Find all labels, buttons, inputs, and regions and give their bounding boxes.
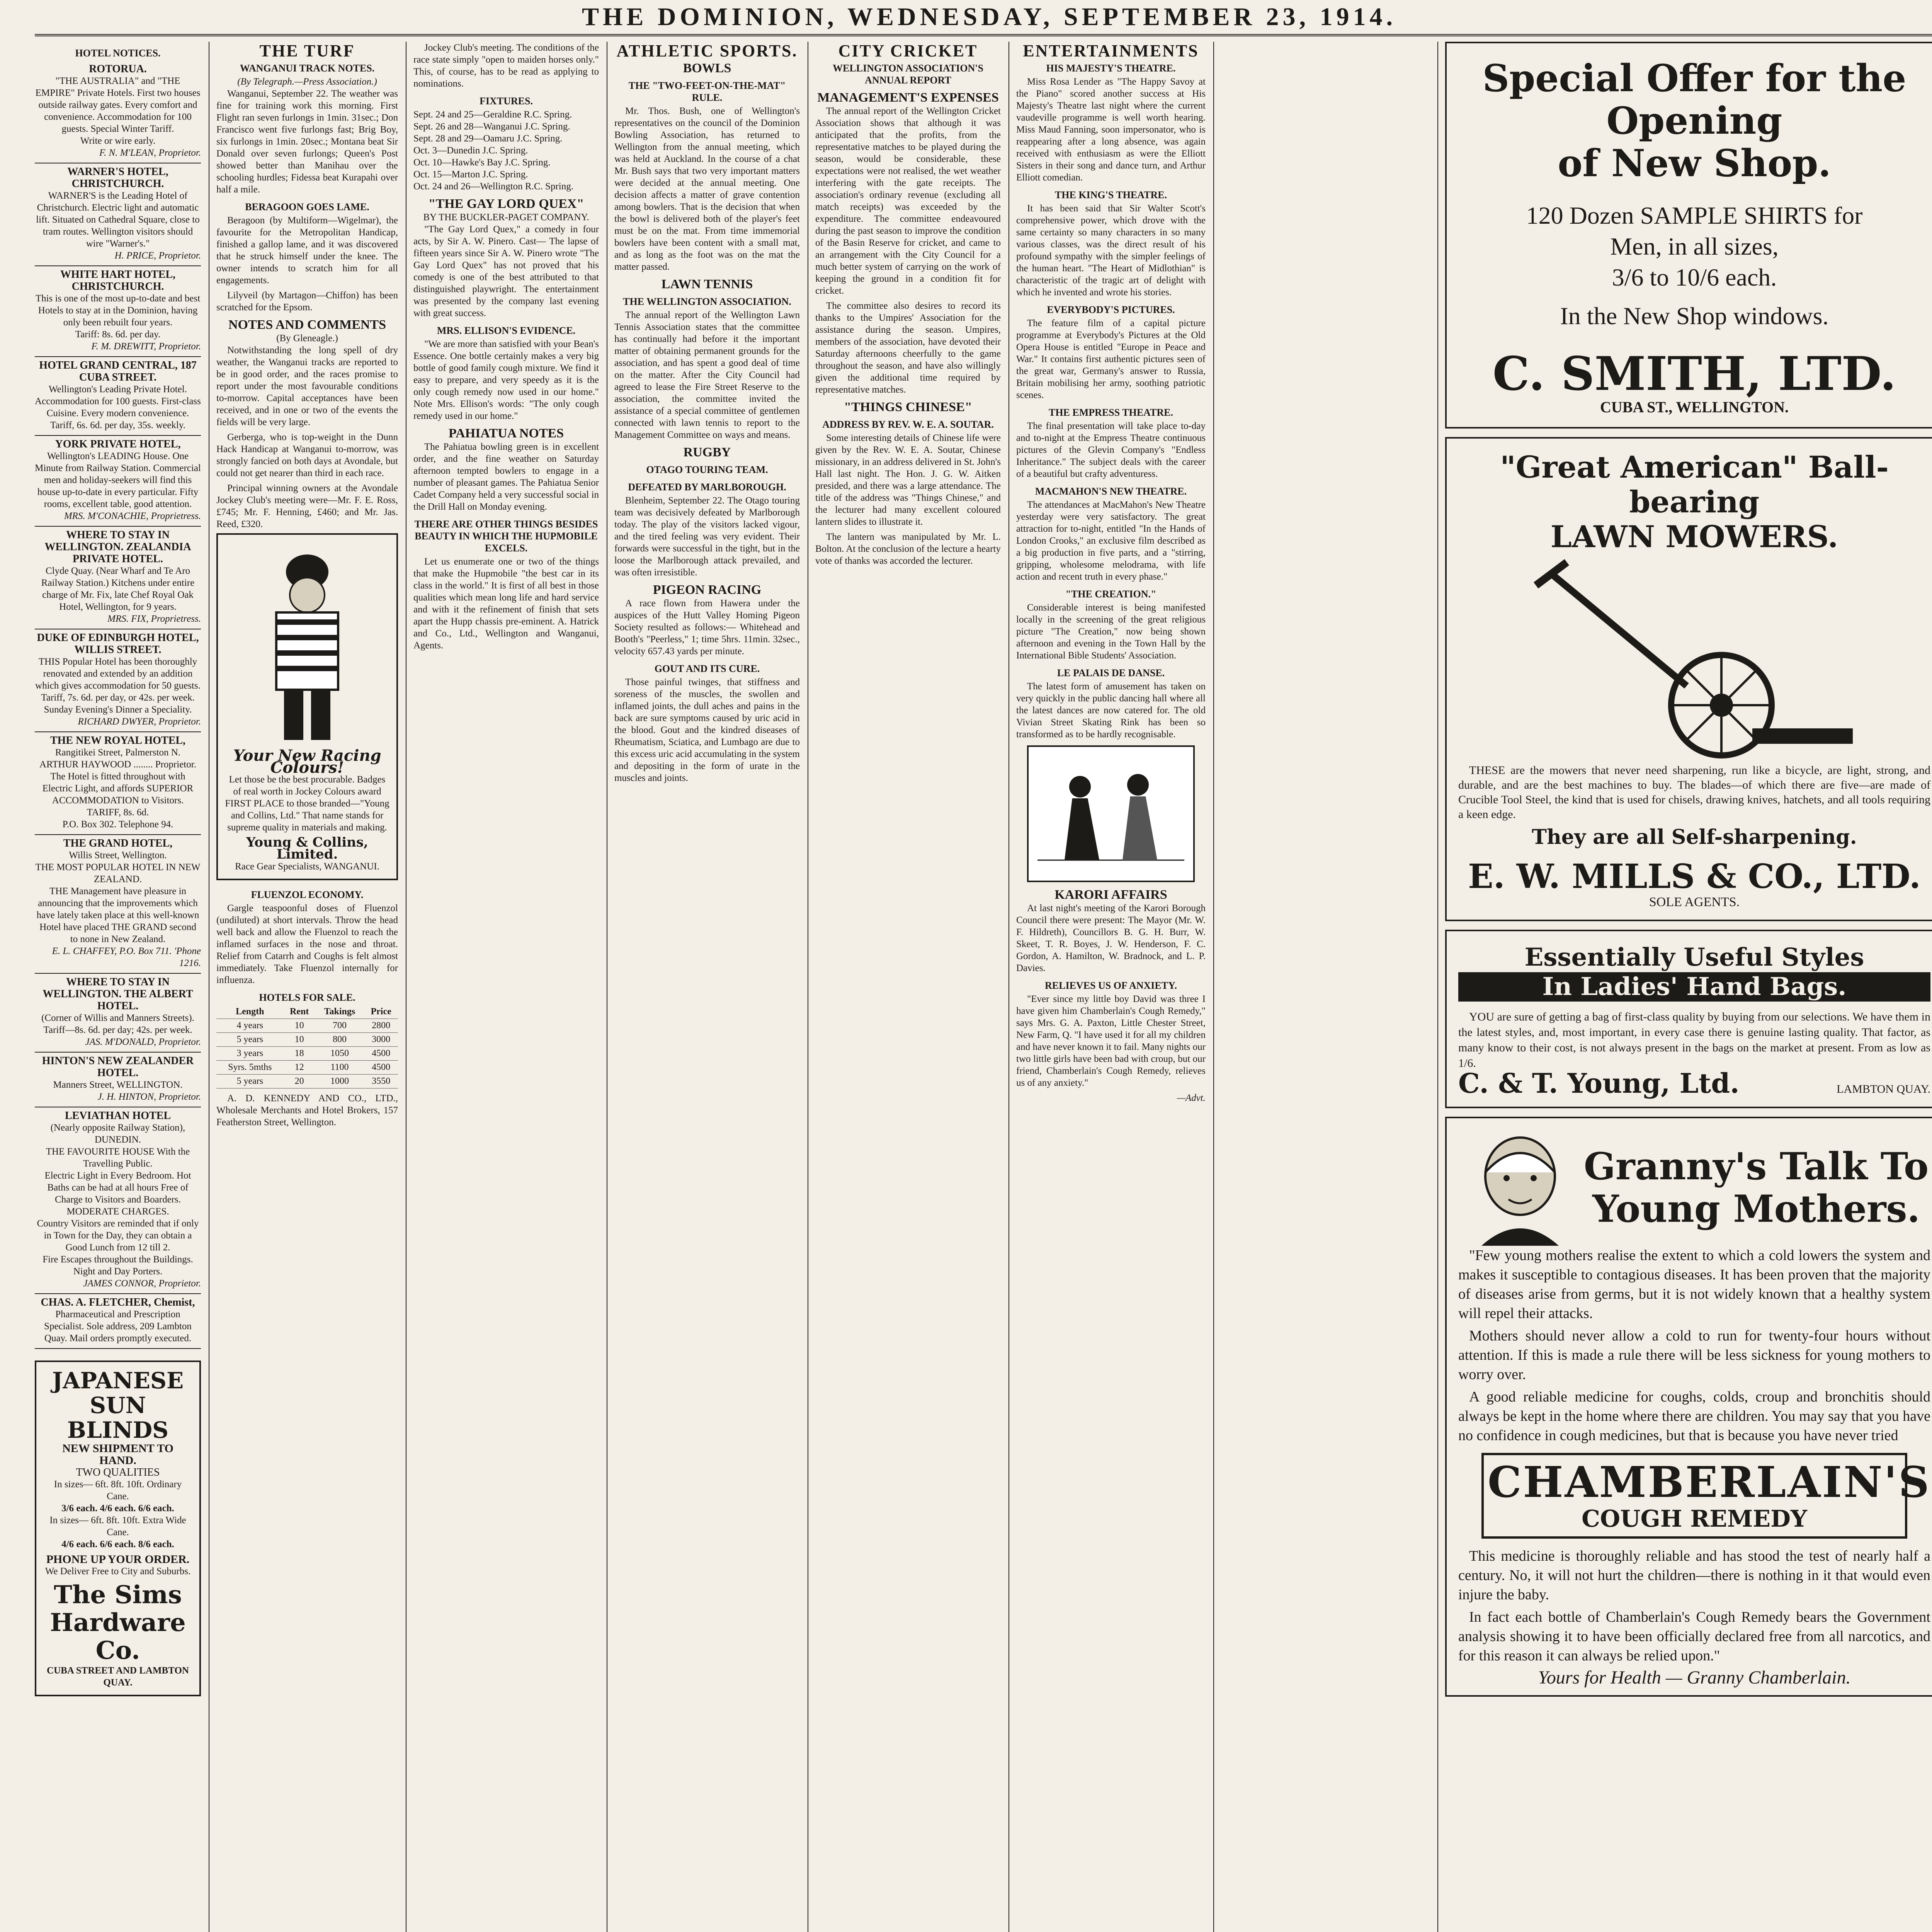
hotel-notice-line: Wellington's Leading Private Hotel. Accommodation for 100 guests. First-class Cuisine. Every modern convenience. Tariff, 6s. 6d. per day, 35s. weekly. — [35, 384, 201, 430]
hotel-notice-line: Willis Street, Wellington. — [69, 850, 167, 861]
hotel-notice-line: THE FAVOURITE HOUSE With the Travelling Public. — [46, 1146, 190, 1169]
ad-body: A good reliable medicine for coughs, colds, croup and bronchitis should always be kept in the home where there are children. You may say that you have no confidence in cough medicines, but that is because you have never tried — [1458, 1389, 1930, 1444]
ad-title: "Great American" Ball-bearing — [1500, 450, 1889, 520]
table-row — [216, 1075, 398, 1088]
ad-title: of New Shop. — [1558, 141, 1831, 185]
sunblinds-ad — [35, 1361, 201, 1696]
table-cell: 2800 — [364, 1019, 398, 1033]
table-cell: Price — [364, 1005, 398, 1019]
logo-text: CHAMBERLAIN'S — [1488, 1457, 1931, 1507]
article-paragraph: The feature film of a capital picture programme at Everybody's Pictures at the Old Opera House is entitled "Europe in Peace and War." It contains first authentic pictures seen of the great war, Germany's answer to Russia, Britain mobilising her army, soothing patriotic scenes. — [1016, 318, 1206, 400]
hotel-notice-line: Tariff: 8s. 6d. per day. — [75, 329, 161, 340]
hotel-notice-line: Manners Street, WELLINGTON. — [53, 1080, 183, 1090]
hotel-proprietor: J. H. HINTON, Proprietor. — [97, 1092, 201, 1102]
dancing-illustration — [1026, 744, 1196, 883]
article-paragraph: Beragoon (by Multiform—Wigelmar), the favourite for the Metropolitan Handicap, finished a gallop lame, and it was discovered that he struck himself under the knee. The owner intends to scratch him for all engagements. — [216, 215, 398, 286]
hotel-name: WHERE TO STAY IN WELLINGTON. ZEALANDIA PRIVATE HOTEL. — [44, 529, 191, 565]
hotel-notice-line: Tariff, 7s. 6d. per day, or 42s. per week. — [41, 692, 195, 703]
table-row — [216, 1061, 398, 1075]
byline: (By Telegraph.—Press Association.) — [237, 77, 377, 87]
logo-text: COUGH REMEDY — [1582, 1505, 1807, 1532]
hotel-name: HINTON'S NEW ZEALANDER HOTEL. — [42, 1055, 194, 1079]
subheading: FLUENZOL ECONOMY. — [251, 889, 364, 900]
ad-body: THESE are the mowers that never need sharpening, run like a bicycle, are light, strong, and durable, and are the best machines to buy. The blades—of which there are five—are made of Crucible Tool Steel, the kind that is used for chisels, drawing knives, hatchets, and all tools requiring a keen edge. — [1458, 764, 1930, 821]
hotel-proprietor: F. N. M'LEAN, Proprietor. — [99, 148, 201, 158]
subheading: ADDRESS BY REV. W. E. A. SOUTAR. — [822, 419, 994, 430]
article-paragraph: The latest form of amusement has taken on very quickly in the public dancing hall where all the latest dances are now catered for. The old Vivian Street Skating Rink has been so transformed as to be hardly recognisable. — [1016, 681, 1206, 740]
ad-company: C. SMITH, LTD. — [1492, 347, 1896, 401]
ad-body: This medicine is thoroughly reliable and has stood the test of nearly half a century. No, it will not hurt the children—there is nothing in it that would even injure the baby. — [1458, 1548, 1930, 1603]
subheading: PIGEON RACING — [653, 583, 762, 597]
column-athletic-sports — [614, 42, 800, 1932]
article-paragraph: At last night's meeting of the Karori Borough Council there were present: The Mayor (Mr. W. F. Hildreth), Councillors B. G. H. Burr, W. Skeet, T. R. Boyes, J. W. Henderson, F. C. Gordon, A. Hamilton, W. Bradnock, and L. P. Davies. — [1016, 903, 1206, 973]
article-paragraph: "We are more than satisfied with your Bean's Essence. One bottle certainly makes a very big bottle of good family cough mixture. We find it easy to prepare, and very speedy as it is the only cough remedy now used in our home." Note Mrs. Ellison's words: "The only cough remedy used in our home." — [413, 339, 599, 421]
ad-title: Special Offer for the Opening — [1482, 56, 1906, 143]
chamberlain-logo — [1481, 1453, 1931, 1539]
ad-line: In sizes— 6ft. 8ft. 10ft. Extra Wide Cane. — [49, 1515, 186, 1537]
hotel-notice-line: This is one of the most up-to-date and best Hotels to stay at in the Dominion, having only been rebuilt four years. — [35, 293, 201, 328]
table-cell: 10 — [284, 1033, 315, 1047]
column-rule — [1213, 42, 1214, 1932]
subheading: BERAGOON GOES LAME. — [245, 201, 369, 213]
hotel-notice — [35, 732, 201, 835]
section-heading: ENTERTAINMENTS — [1023, 42, 1199, 60]
article-paragraph: The annual report of the Wellington Lawn Tennis Association states that the committee has continually had before it the important matter of obtaining permanent grounds for the association, and has spent a good deal of time on the matter. After the City Council had agreed to lease the Fire Street Reserve to the association, the committee invited the assistance of a special committee of gentlemen connected with lawn tennis to report to the Management Committee on ways and means. — [614, 310, 800, 440]
article-paragraph: "Ever since my little boy David was three I have given him Chamberlain's Cough Remedy," says Mrs. G. A. Paxton, Little Chester Street, New Farm, Q. "I have used it for all my children and have never known it to fail. Many nights our two little girls have been bad with croup, but our friend, Chamberlain's Cough Remedy, relieves us of any anxiety." — [1016, 994, 1206, 1088]
table-cell: 4 years — [216, 1019, 284, 1033]
hotel-notice — [35, 835, 201, 974]
table-cell: 10 — [284, 1019, 315, 1033]
hotel-notice — [35, 436, 201, 527]
ad-address: Race Gear Specialists, WANGANUI. — [235, 861, 379, 872]
article-paragraph: Let us enumerate one or two of the things that make the Hupmobile "the best car in its class in the world." It is first of all best in those qualities which mean long life and hard service and with it the refinement of finish that sets apart the Hupp chassis pre-eminent. A. Hatrick and Co., Ltd., Wellington and Wanganui, Agents. — [413, 556, 599, 651]
hotel-name: LEVIATHAN HOTEL — [65, 1110, 171, 1122]
ad-subtitle: NEW SHIPMENT TO HAND. — [62, 1442, 173, 1467]
ad-address: CUBA ST., WELLINGTON. — [1600, 398, 1789, 416]
hotel-proprietor: H. PRICE, Proprietor. — [114, 250, 201, 261]
table-row — [216, 1047, 398, 1061]
hotel-notice — [35, 357, 201, 436]
hotel-notice — [35, 1107, 201, 1294]
ad-title: Essentially Useful Styles — [1524, 943, 1864, 972]
hotel-proprietor: JAS. M'DONALD, Proprietor. — [85, 1037, 201, 1047]
table-cell: 5 years — [216, 1033, 284, 1047]
hand-bags-ad — [1445, 930, 1932, 1108]
hotel-name: THE NEW ROYAL HOTEL, — [50, 735, 186, 747]
hotel-notice-line: Rangitikei Street, Palmerston N. — [55, 747, 181, 758]
article-paragraph: The attendances at MacMahon's New Theatre yesterday were very satisfactory. The great attraction for to-night, entitled "In the Hands of London Crooks," an exclusive film described as a big production in five parts, and a "stirring, gripping, wholesome melodrama, with life action and recent truth in every phase." — [1016, 500, 1206, 582]
fixture-item: Sept. 24 and 25—Geraldine R.C. Spring. — [413, 109, 572, 120]
fixture-item: Oct. 10—Hawke's Bay J.C. Spring. — [413, 157, 551, 168]
article-paragraph: A. D. KENNEDY AND CO., LTD., Wholesale Merchants and Hotel Brokers, 157 Featherston Street, Wellington. — [216, 1093, 398, 1128]
article-paragraph: The lantern was manipulated by Mr. L. Bolton. At the conclusion of the lecture a hearty vote of thanks was accorded the lecturer. — [815, 532, 1001, 566]
subheading: LE PALAIS DE DANSE. — [1057, 667, 1165, 679]
hotel-notice-list — [35, 61, 201, 1349]
ad-line: 3/6 to 10/6 each. — [1612, 264, 1777, 291]
ad-address: CUBA STREET AND LAMBTON QUAY. — [47, 1665, 189, 1688]
table-cell: Takings — [315, 1005, 364, 1019]
subheading: BOWLS — [683, 61, 731, 75]
section-heading: ATHLETIC SPORTS. — [616, 42, 798, 60]
subheading: RUGBY — [683, 445, 731, 459]
hotel-proprietor: RICHARD DWYER, Proprietor. — [78, 716, 201, 727]
table-cell: 1050 — [315, 1047, 364, 1061]
table-cell: 800 — [315, 1033, 364, 1047]
advt-mark: —Advt. — [1177, 1093, 1206, 1103]
subheading: "THINGS CHINESE" — [844, 400, 972, 414]
article-paragraph: Blenheim, September 22. The Otago touring team was decisively defeated by Marlborough today. The play of the visitors lacked vigour, and the tired feeling was very evident. Their forwards were successful in the tight, but in the loose the Marlborough attack prevailed, and was often irresistible. — [614, 495, 800, 578]
ad-address: SOLE AGENTS. — [1649, 895, 1740, 909]
table-row — [216, 1019, 398, 1033]
hotel-name: YORK PRIVATE HOTEL, — [55, 438, 181, 450]
article-paragraph: Notwithstanding the long spell of dry weather, the Wanganui tracks are reported to be in good order, and the races promise to report under the most favourable conditions to-morrow. Capital acceptances have been received, and in one or two of the events the fields will be very large. — [216, 345, 398, 427]
ad-line: 4/6 each. 6/6 each. 8/6 each. — [61, 1539, 174, 1549]
subheading: MACMAHON'S NEW THEATRE. — [1035, 486, 1187, 497]
fixture-item: Sept. 26 and 28—Wanganui J.C. Spring. — [413, 121, 570, 132]
column-turf — [216, 42, 398, 1932]
subheading: RELIEVES US OF ANXIETY. — [1045, 980, 1177, 991]
page-number — [1920, 5, 1932, 29]
fixture-item: Oct. 15—Marton J.C. Spring. — [413, 169, 528, 180]
hotel-notice-line: MODERATE CHARGES. — [66, 1206, 169, 1217]
hotel-notice-line: Wellington's LEADING House. One Minute from Railway Station. Commercial men and holiday-seekers will find this house up-to-date in every particular. Fifty rooms, excellent table, good attention. — [35, 451, 201, 509]
hotel-notice — [35, 629, 201, 732]
article-paragraph: It has been said that Sir Walter Scott's comprehensive power, which drove with the same certainty so many characters in so many various classes, was the direct result of his profound sympathy with the simpler feelings of the human heart. "The Heart of Midlothian" is characteristic of the tragic art of delight with which he invented and wrote his stories. — [1016, 203, 1206, 298]
article-paragraph: Gargle teaspoonful doses of Fluenzol (undiluted) at short intervals. Throw the head well back and allow the Fluenzol to reach the inflamed surfaces in the nose and throat. Relief from Catarrh and Coughs is felt almost immediately. Take Fluenzol internally for influenza. — [216, 903, 398, 985]
subheading: NOTES AND COMMENTS — [228, 318, 386, 332]
table-cell: 5 years — [216, 1075, 284, 1088]
section-heading: THE TURF — [259, 42, 355, 60]
hotel-proprietor: MRS. FIX, Proprietress. — [107, 614, 201, 624]
hotel-proprietor: MRS. M'CONACHIE, Proprietress. — [64, 511, 201, 521]
ad-line: In the New Shop windows. — [1560, 302, 1829, 330]
subheading: GOUT AND ITS CURE. — [654, 663, 760, 674]
hotel-notice-line: Pharmaceutical and Prescription Specialist. Sole address, 209 Lambton Quay. Mail orders promptly executed. — [44, 1309, 192, 1344]
ad-body: In fact each bottle of Chamberlain's Cough Remedy bears the Government analysis showing it to have been officially declared free from all narcotics, and for this reason it can always be relied upon." — [1458, 1609, 1930, 1664]
ad-body: "Few young mothers realise the extent to which a cold lowers the system and makes it susceptible to contagious diseases. It has been proven that the majority of diseases arise from germs, but it is not widely known that a healthy system will repel their attacks. — [1458, 1247, 1930, 1321]
ad-company: The Sims Hardware Co. — [50, 1580, 186, 1665]
table-cell: 1100 — [315, 1061, 364, 1075]
subheading: HOTELS FOR SALE. — [259, 992, 355, 1003]
column-city-cricket — [815, 42, 1001, 1932]
hotel-notice — [35, 1294, 201, 1349]
hotel-name: WARNER'S HOTEL, CHRISTCHURCH. — [67, 166, 168, 190]
table-cell: 12 — [284, 1061, 315, 1075]
table-cell: 4500 — [364, 1061, 398, 1075]
fixture-item: Oct. 24 and 26—Wellington R.C. Spring. — [413, 181, 573, 192]
table-cell: 1000 — [315, 1075, 364, 1088]
subheading: THERE ARE OTHER THINGS BESIDES BEAUTY IN WHICH THE HUPMOBILE EXCELS. — [414, 519, 598, 554]
subheading: PAHIATUA NOTES — [448, 426, 564, 440]
hotel-name: WHERE TO STAY IN WELLINGTON. THE ALBERT HOTEL. — [43, 976, 193, 1012]
smith-shirts-ad — [1445, 42, 1932, 429]
byline: BY THE BUCKLER-PAGET COMPANY. — [423, 212, 589, 223]
column-hotel-notices — [35, 42, 201, 1932]
ad-title: In Ladies' Hand Bags. — [1458, 972, 1930, 1002]
subheading: THE WELLINGTON ASSOCIATION. — [623, 296, 791, 307]
ad-line: 3/6 each. 4/6 each. 6/6 each. — [61, 1503, 174, 1514]
hotel-notice-line: "THE AUSTRALIA" and "THE EMPIRE" Private Hotels. First two houses outside railway gates. Every comfort and convenience. Accommodation for 100 guests. Special Winter Tariff. — [35, 76, 201, 134]
section-heading: CITY CRICKET — [838, 42, 978, 60]
hotel-notice — [35, 61, 201, 163]
article-paragraph: Lilyveil (by Martagon—Chiffon) has been scratched for the Epsom. — [216, 290, 398, 313]
ad-body: Mothers should never allow a cold to run for twenty-four hours without attention. If this is made a rule there will be less sickness for young mothers to worry over. — [1458, 1328, 1930, 1383]
article-paragraph: The annual report of the Wellington Cricket Association shows that although it was anticipated that the profits, from the representative matches to be played during the season, would be considerable, these expectations were not realised, the wet weather interfering with the gate receipts. The association's ordinary revenue (excluding all match receipts) was exceeded by the expenditure. The committee endeavoured during the past season to improve the condition of the Basin Reserve for cricket, and came to an arrangement with the City Council for a much better system of carrying on the work of keeping the ground in a condition fit for cricket. — [815, 106, 1001, 296]
hotel-notice-line: (Corner of Willis and Manners Streets). — [41, 1013, 194, 1023]
hotel-proprietor: F. M. DREWITT, Proprietor. — [91, 341, 201, 352]
table-cell: Syrs. 5mths — [216, 1061, 284, 1075]
article-paragraph: The committee also desires to record its thanks to the Umpires' Association for the assistance during the season. Umpires, members of the association, have devoted their Saturday afternoons cheerfully to the game throughout the season, and have also willingly given the additional time required by representative matches. — [815, 301, 1001, 395]
subheading: "THE CREATION." — [1065, 588, 1156, 600]
subheading: THE "TWO-FEET-ON-THE-MAT" RULE. — [628, 80, 786, 103]
chamberlain-ad — [1445, 1117, 1932, 1697]
subheading: WELLINGTON ASSOCIATION'S ANNUAL REPORT — [833, 63, 983, 86]
hotel-notice-line: P.O. Box 302. Telephone 94. — [62, 819, 173, 830]
table-cell: 3000 — [364, 1033, 398, 1047]
article-paragraph: "The Gay Lord Quex," a comedy in four acts, by Sir A. W. Pinero. Cast— The lapse of fifteen years since Sir A. W. Pinero wrote "The Gay Lord Quex" has not proved that his comedy is one of the best attributed to that distinguished playwright. The entertainment was presented by the company last evening with great success. — [413, 224, 599, 318]
hotel-notice-line: THIS Popular Hotel has been thoroughly renovated and extended by an addition which gives accommodation for 50 guests. — [35, 656, 201, 691]
hotel-notice-line: Clyde Quay. (Near Wharf and Te Aro Railway Station.) Kitchens under entire charge of Mr. Fix, late Chef Royal Oak Hotel, Wellington, for 9 years. — [41, 566, 195, 612]
ad-line: Men, in all sizes, — [1610, 233, 1779, 260]
hotel-name: WHITE HART HOTEL, CHRISTCHURCH. — [60, 269, 176, 293]
hotel-notice-line: ARTHUR HAYWOOD ........ Proprietor. — [39, 759, 196, 770]
table-cell: 18 — [284, 1047, 315, 1061]
article-paragraph: Considerable interest is being manifested locally in the screening of the great religious picture "The Creation," now being shown afternoon and evening in the Town Hall by the International Bible Students' Association. — [1016, 602, 1206, 661]
fixture-item: Sept. 28 and 29—Oamaru J.C. Spring. — [413, 133, 563, 144]
hotels-for-sale-table — [216, 1005, 398, 1088]
ad-title: JAPANESE SUN BLINDS — [52, 1367, 184, 1443]
hotel-notice-line: TARIFF, 8s. 6d. — [87, 807, 149, 818]
hotel-notice — [35, 266, 201, 357]
table-row — [216, 1033, 398, 1047]
racing-colours-ad — [216, 533, 398, 880]
table-cell: Length — [216, 1005, 284, 1019]
hotel-name: ROTORUA. — [89, 63, 147, 75]
hotel-name: HOTEL GRAND CENTRAL, 187 CUBA STREET. — [39, 359, 197, 383]
hotel-notice-line: (Nearly opposite Railway Station), DUNEDIN. — [50, 1122, 185, 1145]
hotel-notice — [35, 1053, 201, 1107]
ad-title: Young Mothers. — [1592, 1187, 1920, 1231]
subheading: KARORI AFFAIRS — [1054, 888, 1167, 902]
article-paragraph: Some interesting details of Chinese life were given by the Rev. W. E. A. Soutar, Chinese missionary, in an address delivered in St. John's Hall last night. The Hon. J. G. W. Aitken presided, and there was a large attendance. The title of the address was "Things Chinese," and the lecturer had many excellent coloured lantern slides to illustrate it. — [815, 433, 1001, 527]
ad-header — [1458, 1130, 1930, 1246]
table-cell: Rent — [284, 1005, 315, 1019]
ad-company: Young & Collins, Limited. — [246, 835, 368, 862]
ad-title: LAWN MOWERS. — [1550, 519, 1838, 554]
hotel-notice-line: The Hotel is fitted throughout with Electric Light, and affords SUPERIOR ACCOMMODATION to Visitors. — [42, 771, 194, 806]
hotel-notice-line: Country Visitors are reminded that if only in Town for the Day, they can obtain a Good Lunch from 12 till 2. — [37, 1218, 199, 1253]
hotel-notice — [35, 163, 201, 266]
subheading: THE KING'S THEATRE. — [1054, 189, 1167, 201]
subheading: "THE GAY LORD QUEX" — [428, 197, 584, 211]
hotel-name: THE GRAND HOTEL, — [63, 837, 173, 849]
article-paragraph: Wanganui, September 22. The weather was fine for training work this morning. First Flight ran seven furlongs in 1min. 31sec.; Don Francisco went five furlongs fast; Brig Boy, six furlongs in 1min. 20sec.; Montana beat Sir Donald over seven furlongs; Queen's Post showed better than Manihau over the schooling hurdles; Fidessa beat Kurapahi over half a mile. — [216, 88, 398, 195]
ad-body: YOU are sure of getting a bag of first-class quality by buying from our selections. We have them in the latest styles, and, most important, in every case there is genuine lasting quality. That factor, as many know to their cost, is not always present in the bags on the market at present. From as low as 1/6. — [1458, 1010, 1930, 1070]
hotel-notice-line: Electric Light in Every Bedroom. Hot Baths can be had at all hours Free of Charge to Visitors and Boarders. — [44, 1170, 191, 1205]
subheading: WANGANUI TRACK NOTES. — [240, 63, 375, 74]
hotel-notice-line: Tariff—8s. 6d. per day; 42s. per week. — [43, 1025, 192, 1035]
hotel-notice-line: WARNER'S is the Leading Hotel of Christchurch. Electric light and automatic lift. Situated on Cathedral Square, close to tram routes. Wellington visitors should wire "Warner's." — [36, 190, 200, 249]
hotel-proprietor: E. L. CHAFFEY, P.O. Box 711. 'Phone 1216. — [52, 946, 201, 968]
column-display-ads — [1445, 42, 1932, 1932]
ad-footer — [1458, 1067, 1930, 1099]
table-cell: 20 — [284, 1075, 315, 1088]
table-row — [216, 1005, 398, 1019]
article-paragraph: A race flown from Hawera under the auspices of the Hutt Valley Homing Pigeon Society resulted as follows:— Whitehead and Booth's "Peerless," 1; time 5hrs. 11min. 32sec., velocity 657.43 yards per minute. — [614, 598, 800, 656]
hotel-proprietor: JAMES CONNOR, Proprietor. — [83, 1278, 201, 1289]
subheading: OTAGO TOURING TEAM. — [646, 464, 768, 475]
masthead-title: THE DOMINION, WEDNESDAY, SEPTEMBER 23, 1914. — [582, 3, 1397, 31]
subheading: DEFEATED BY MARLBOROUGH. — [628, 481, 786, 493]
column-racing-theatre — [413, 42, 599, 1932]
fixtures-list — [413, 109, 599, 192]
fixture-item: Oct. 3—Dunedin J.C. Spring. — [413, 145, 528, 156]
subheading: THE EMPRESS THEATRE. — [1049, 407, 1173, 418]
article-paragraph: The final presentation will take place to-day and to-night at the Empress Theatre continuous pictures of the Glevin Company's "Endless Inheritance." The subject deals with the career of a beautiful but crafty adventuress. — [1016, 421, 1206, 479]
ad-line: PHONE UP YOUR ORDER. — [46, 1553, 190, 1566]
subheading: MRS. ELLISON'S EVIDENCE. — [437, 325, 576, 336]
ad-title: Granny's Talk To — [1583, 1145, 1929, 1188]
lawn-mower-ad — [1445, 437, 1932, 921]
section-heading: HOTEL NOTICES. — [75, 48, 161, 59]
article-paragraph: Gerberga, who is top-weight in the Dunn Hack Handicap at Wanganui to-morrow, was strongly fancied on both days at Avondale, but could not get nearer than third in each race. — [216, 432, 398, 478]
ad-line: They are all Self-sharpening. — [1532, 825, 1857, 849]
hotel-notice-line: Sunday Evening's Dinner a Speciality. — [44, 704, 192, 715]
hotel-notice — [35, 974, 201, 1053]
ad-company: C. & T. Young, Ltd. — [1458, 1067, 1740, 1099]
column-rule — [1437, 42, 1438, 1932]
hotel-notice-line: Night and Day Porters. — [73, 1266, 163, 1277]
subheading: FIXTURES. — [480, 95, 533, 107]
table-cell: 700 — [315, 1019, 364, 1033]
hotel-notice — [35, 527, 201, 629]
subheading: HIS MAJESTY'S THEATRE. — [1046, 63, 1176, 74]
ad-line: In sizes— 6ft. 8ft. 10ft. Ordinary Cane. — [54, 1479, 182, 1502]
subheading: MANAGEMENT'S EXPENSES — [817, 90, 999, 105]
table-cell: 4500 — [364, 1047, 398, 1061]
ad-title: Your New Racing Colours! — [233, 747, 381, 777]
hotel-name: CHAS. A. FLETCHER, Chemist, — [41, 1296, 195, 1308]
article-paragraph: Those painful twinges, that stiffness and soreness of the muscles, the swollen and inflamed joints, the dull aches and pains in the back are sure symptoms caused by uric acid in the blood. Gout and the kindred diseases of Rheumatism, Sciatica, and Lumbago are due to this excess uric acid accumulating in the system and depositing in the form of urate in the muscles and joints. — [614, 677, 800, 783]
table-cell: 3550 — [364, 1075, 398, 1088]
column-entertainments — [1016, 42, 1206, 1932]
masthead — [35, 0, 1932, 36]
article-paragraph: Jockey Club's meeting. The conditions of the race state simply "open to maiden horses only." This, of course, has to be read as applying to nominations. — [413, 43, 599, 89]
subheading: LAWN TENNIS — [661, 277, 753, 291]
byline: (By Gleneagle.) — [276, 333, 338, 344]
article-paragraph: The Pahiatua bowling green is in excellent order, and the fine weather on Saturday afternoon tempted bowlers to engage in a number of pleasant games. The Pahiatua Senior Cadet Company held a very successful social in the Drill Hall on Monday evening. — [413, 442, 599, 512]
signature: Yours for Health — Granny Chamberlain. — [1538, 1667, 1851, 1688]
article-paragraph: Miss Rosa Lender as "The Happy Savoy at the Piano" scored another success at His Majesty's Theatre last night where the current vaudeville programme is well worth hearing. Miss Maud Fanning, soon impersonator, who is reappearing after a long absence, was again received with enthusiasm as were the Elliott Sisters in their song and dance turn, and Arthur Elliott comedian. — [1016, 77, 1206, 183]
ad-company: E. W. MILLS & CO., LTD. — [1468, 857, 1921, 896]
hotel-name: DUKE OF EDINBURGH HOTEL, WILLIS STREET. — [37, 632, 199, 656]
ad-line: We Deliver Free to City and Suburbs. — [45, 1566, 191, 1577]
subheading: EVERYBODY'S PICTURES. — [1047, 304, 1175, 315]
hotel-notice-line: THE MOST POPULAR HOTEL IN NEW ZEALAND. — [35, 862, 201, 884]
ad-body: Let those be the best procurable. Badges of real worth in Jockey Colours award FIRST PLACE to those branded—"Young and Collins, Ltd." That name stands for supreme quality in materials and making. — [225, 774, 389, 833]
ad-address: LAMBTON QUAY. — [1837, 1083, 1930, 1095]
ad-subtitle: TWO QUALITIES — [76, 1466, 160, 1478]
table-cell: 3 years — [216, 1047, 284, 1061]
hotel-notice-line: Write or wire early. — [80, 136, 156, 146]
hotel-notice-line: THE Management have pleasure in announcing that the improvements which have lately taken place at this well-known Hotel have placed THE GRAND second to none in New Zealand. — [36, 886, 199, 944]
article-paragraph: Mr. Thos. Bush, one of Wellington's representatives on the council of the Dominion Bowling Association, has returned to Wellington from the annual meeting, which was held at Auckland. In the course of a chat Mr. Bush says that two very important matters were decided at the annual meeting. One decision affects a matter of grave contention among bowlers. That is the decision that when the bowl is delivered both of the player's feet must be on the mat. From time immemorial bowlers have been content with a small mat, and as long as the foot was on the mat the matter passed. — [614, 106, 800, 272]
hotel-notice-line: Fire Escapes throughout the Buildings. — [43, 1254, 193, 1265]
article-paragraph: Principal winning owners at the Avondale Jockey Club's meeting were—Mr. F. E. Ross, £745; Mr. F. Henning, £460; and Mr. Jas. Reed, £320. — [216, 483, 398, 529]
jockey-illustration — [249, 545, 365, 746]
granny-portrait-illustration — [1458, 1130, 1582, 1246]
lawn-mower-illustration — [1520, 558, 1868, 759]
ad-line: 120 Dozen SAMPLE SHIRTS for — [1526, 202, 1863, 229]
